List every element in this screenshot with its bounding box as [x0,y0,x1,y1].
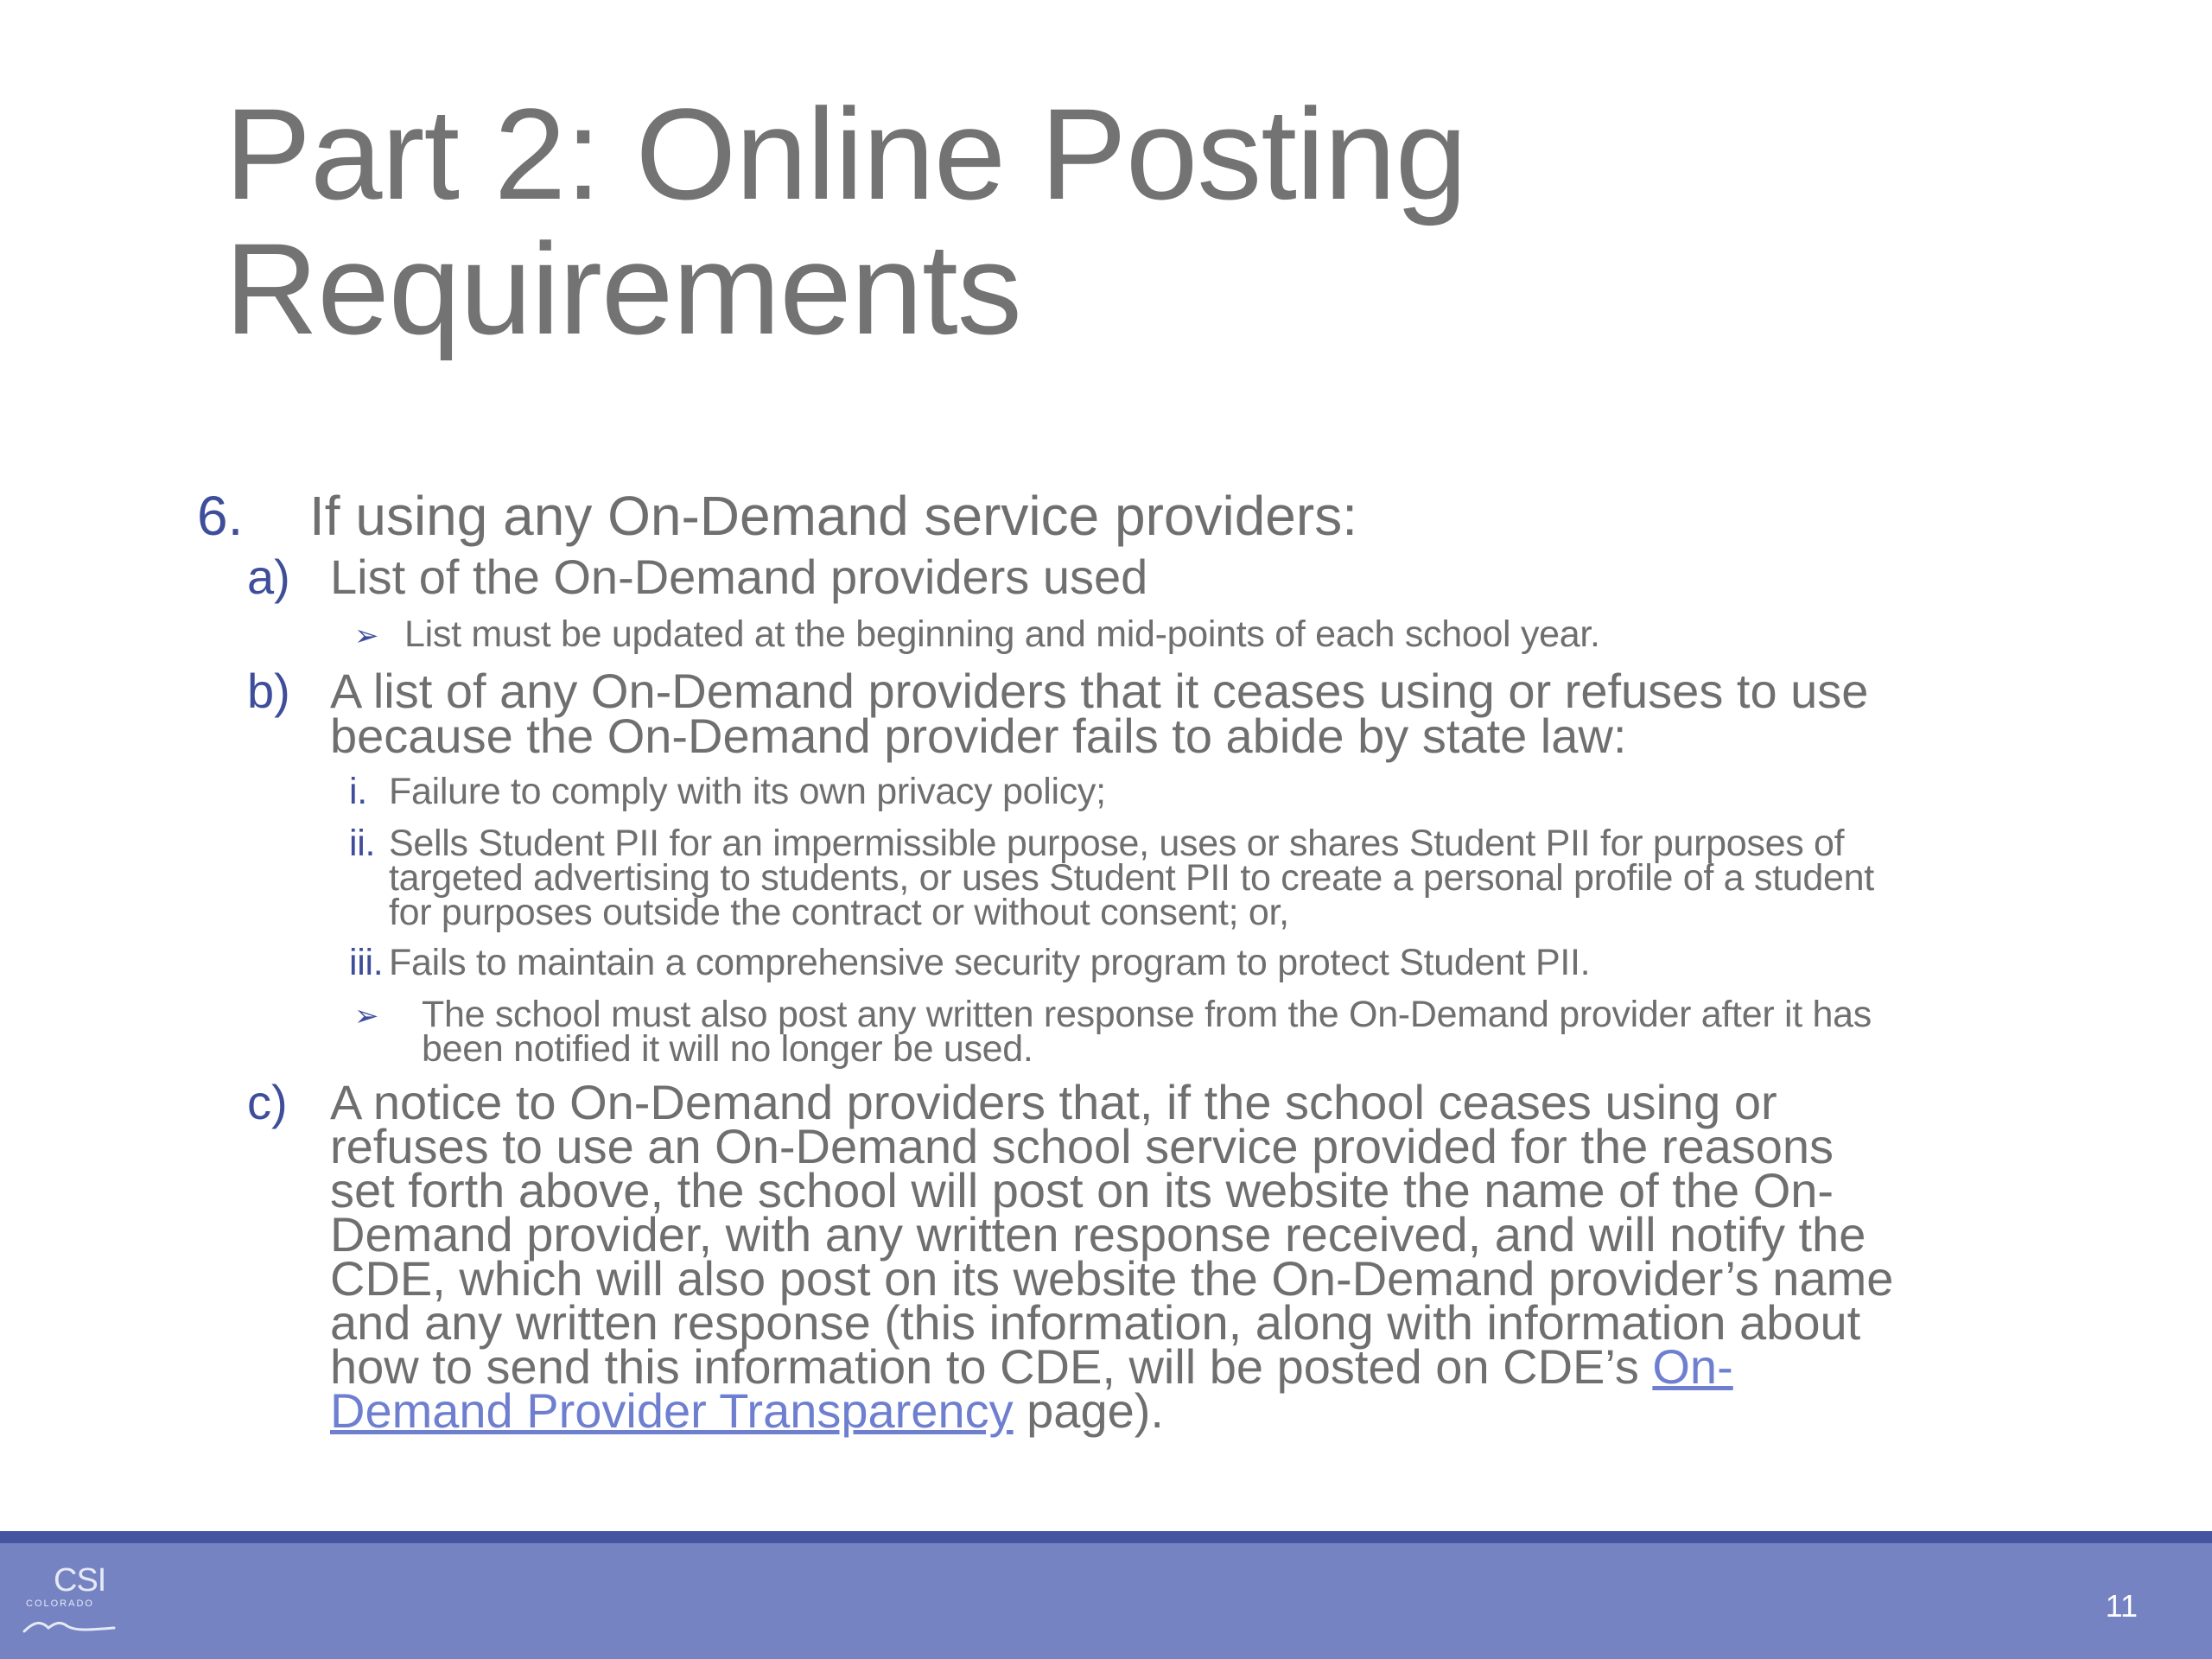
list-marker-a: a) [247,550,290,604]
transparency-page-link[interactable]: On- [1652,1339,1733,1394]
list-marker-b: b) [247,664,290,718]
list-text-b-ii-line2: targeted advertising to students, or uses Student PII to create a personal profile of a student [389,857,1874,899]
list-marker-b-iii: iii. [349,942,384,983]
arrow-bullet-icon: ➢ [354,620,379,652]
list-text-a: List of the On-Demand providers used [330,550,1148,604]
list-text-c-line4: Demand provider, with any written response received, and will notify the [330,1207,1866,1262]
list-text-b-note-line2: been notified it will no longer be used. [422,1028,1033,1070]
list-text-c-line8 [330,1383,1164,1438]
slide-title [225,81,1953,361]
list-text-b-iii: Fails to maintain a comprehensive security program to protect Student PII. [389,942,1591,983]
list-text-c-line6: and any written response (this information, along with information about [330,1295,1861,1350]
list-text-6: If using any On-Demand service providers: [309,485,1357,547]
page-number: 11 [2105,1588,2138,1624]
csi-logo [22,1562,126,1640]
footer-band [0,1543,2212,1659]
list-text-b-ii-line1: Sells Student PII for an impermissible purpose, uses or shares Student PII for purposes of [389,823,1845,864]
list-text-c-line7-text: how to send this information to CDE, will be posted on CDE’s [330,1339,1653,1394]
arrow-bullet-icon: ➢ [354,1000,379,1033]
logo-subtext: COLORADO [26,1599,94,1609]
mountain-icon [22,1612,118,1638]
list-text-c-line1: A notice to On-Demand providers that, if the school ceases using or [330,1075,1777,1129]
list-text-b-i: Failure to comply with its own privacy policy; [389,771,1106,812]
list-text-b-line1: A list of any On-Demand providers that it ceases using or refuses to use [330,664,1869,718]
list-text-c-line5: CDE, which will also post on its website the On-Demand provider’s name [330,1251,1894,1306]
list-marker-b-ii: ii. [349,823,376,864]
logo-text: CSI [54,1562,106,1599]
list-marker-b-i: i. [349,771,367,812]
footer-rule [0,1531,2212,1543]
list-text-c-line8-text: page). [1013,1383,1164,1438]
list-marker-6: 6. [197,485,244,547]
slide-title-line1: Part 2: Online Posting [225,81,1467,226]
list-item-6 [0,486,2212,546]
list-text-b-line2: because the On-Demand provider fails to abide by state law: [330,709,1627,763]
list-marker-c: c) [247,1075,288,1129]
list-text-c-line2: refuses to use an On-Demand school service provided for the reasons [330,1119,1834,1173]
list-text-c-line3: set forth above, the school will post on its website the name of the On- [330,1163,1834,1217]
slide-title-line2: Requirements [225,216,1021,361]
list-text-a-sub: List must be updated at the beginning and mid-points of each school year. [404,613,1600,655]
transparency-page-link-cont[interactable]: Demand Provider Transparency [330,1383,1014,1438]
list-text-b-note-line1: The school must also post any written response from the On-Demand provider after it has [422,994,1872,1035]
list-text-b-ii-line3: for purposes outside the contract or without consent; or, [389,892,1289,933]
